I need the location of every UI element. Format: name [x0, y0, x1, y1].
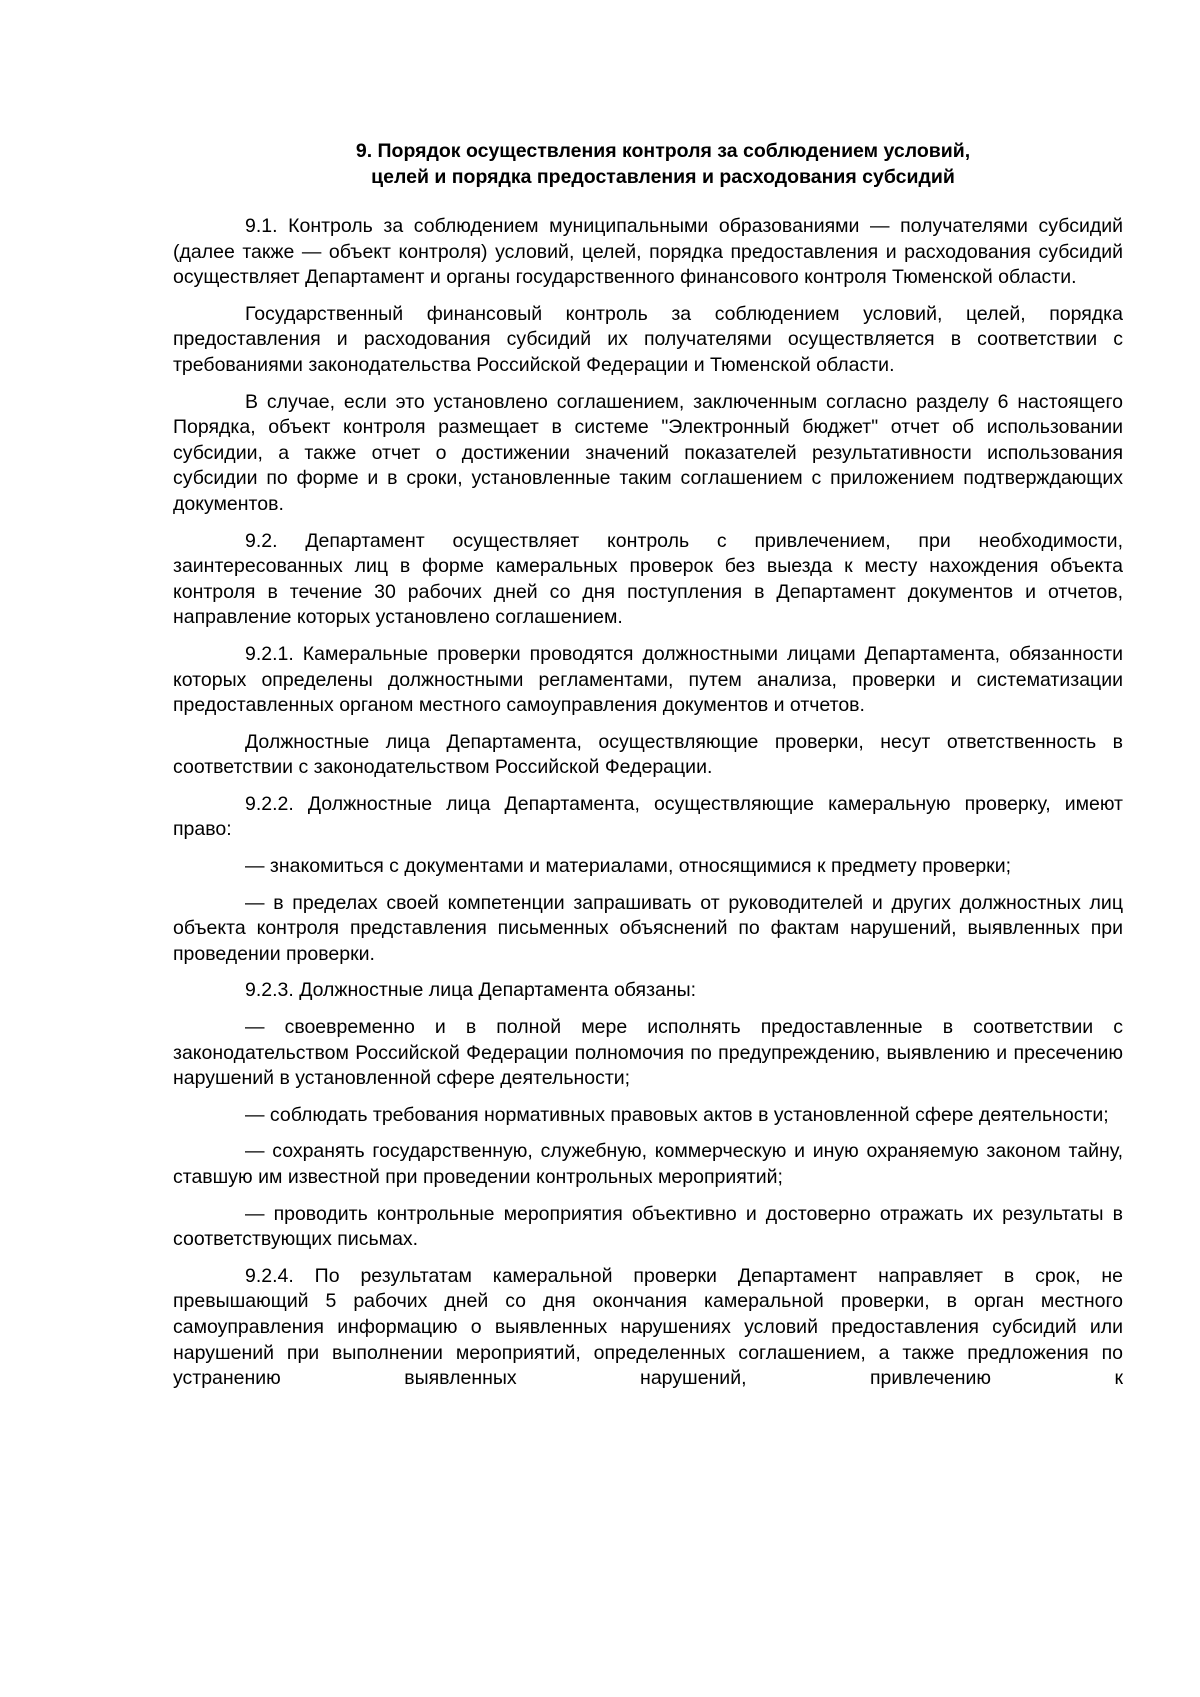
list-item-right-documents: — знакомиться с документами и материалами, относящимися к предмету проверки;: [245, 855, 1012, 878]
paragraph-9-2-3: 9.2.3. Должностные лица Департамента обязаны:: [245, 979, 697, 1002]
paragraph-officials-responsibility: Должностные лица Департамента, осуществляющие проверки, несут ответственность в соответствии с законодательством Российской Федерации.: [173, 730, 1123, 779]
section-heading-line-1: 9. Порядок осуществления контроля за соблюдением условий,: [355, 140, 971, 162]
paragraph-9-1: 9.1. Контроль за соблюдением муниципальными образованиями — получателями субсидий (далее также — объект контроля) условий, целей, порядка предоставления и расходования субсидий осуществляет Департамент и органы государственного финансового контроля Тюменской области.: [173, 215, 1123, 289]
paragraph-electronic-budget-report: В случае, если это установлено соглашением, заключенным согласно разделу 6 настоящего Порядка, объект контроля размещает в системе "Электронный бюджет" отчет об использовании субсидии, а также отчет о достижении значений показателей результативности использования субсидии по форме и в сроки, установленные таким соглашением с приложением подтверждающих документов.: [173, 390, 1123, 515]
section-heading: [173, 138, 1123, 190]
list-item-duty-powers: — своевременно и в полной мере исполнять предоставленные в соответствии с законодательством Российской Федерации полномочия по предупреждению, выявлению и пресечению нарушений в установленной сфере деятельности;: [173, 1016, 1123, 1090]
paragraph-9-2-4: 9.2.4. По результатам камеральной проверки Департамент направляет в срок, не превышающий 5 рабочих дней со дня окончания камеральной проверки, в орган местного самоуправления информацию о выявленных нарушениях условий предоставления субсидий или нарушений при выполнении мероприятий, определенных соглашением, а также предложения по устранению выявленных нарушений, привлечению к: [173, 1264, 1123, 1390]
section-heading-line-2: целей и порядка предоставления и расходования субсидий: [371, 166, 955, 188]
list-item-right-explanations: — в пределах своей компетенции запрашивать от руководителей и других должностных лиц объекта контроля представления письменных объяснений по фактам нарушений, выявленных при проведении проверки.: [173, 891, 1123, 965]
list-item-duty-objectivity: — проводить контрольные мероприятия объективно и достоверно отражать их результаты в соответствующих письмах.: [173, 1202, 1123, 1251]
document-page: [173, 138, 1123, 1403]
paragraph-9-2-2: 9.2.2. Должностные лица Департамента, осуществляющие камеральную проверку, имеют право:: [173, 792, 1123, 841]
list-item-duty-regulations: — соблюдать требования нормативных правовых актов в установленной сфере деятельности;: [245, 1103, 1109, 1126]
paragraph-9-2-1: 9.2.1. Камеральные проверки проводятся должностными лицами Департамента, обязанности которых определены должностными регламентами, путем анализа, проверки и систематизации предоставленных органом местного самоуправления документов и отчетов.: [173, 642, 1123, 717]
paragraph-9-2: 9.2. Департамент осуществляет контроль с привлечением, при необходимости, заинтересованных лиц в форме камеральных проверок без выезда к месту нахождения объекта контроля в течение 30 рабочих дней со дня поступления в Департамент документов и отчетов, направление которых установлено соглашением.: [173, 529, 1123, 629]
paragraph-state-financial-control: Государственный финансовый контроль за соблюдением условий, целей, порядка предоставления и расходования субсидий их получателями осуществляется в соответствии с требованиями законодательства Российской Федерации и Тюменской области.: [173, 302, 1123, 376]
list-item-duty-secrecy: — сохранять государственную, служебную, коммерческую и иную охраняемую законом тайну, ставшую им известной при проведении контрольных мероприятий;: [173, 1140, 1123, 1188]
